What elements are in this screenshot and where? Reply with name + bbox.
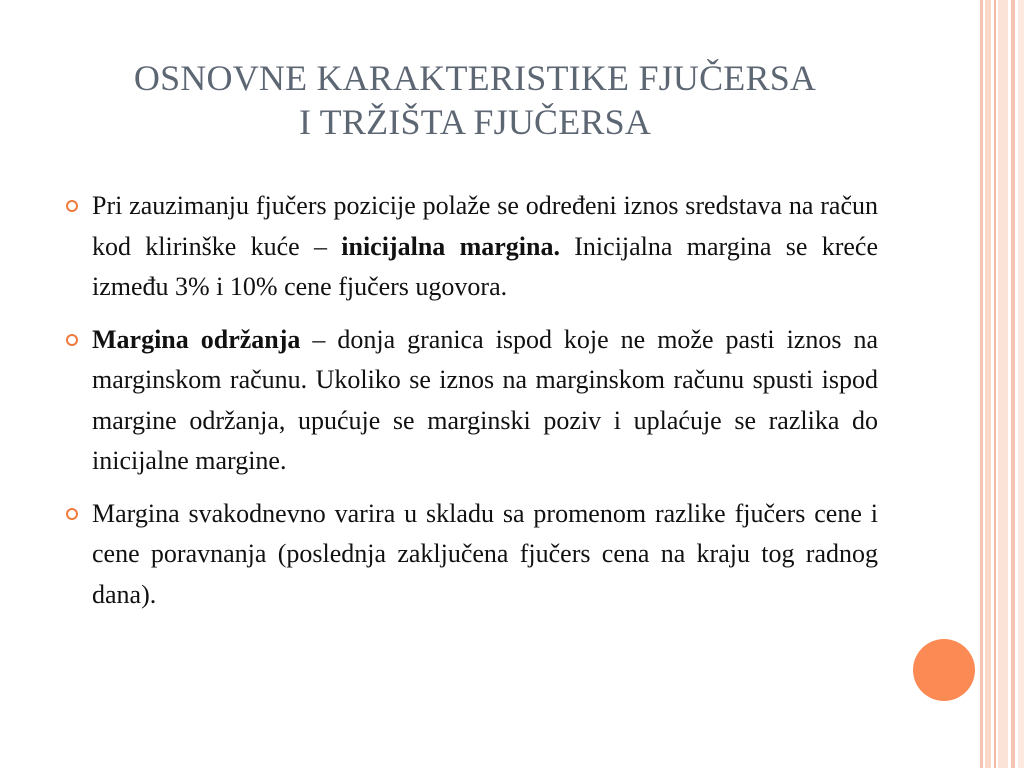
slide-title-line-1: OSNOVNE KARAKTERISTIKE FJUČERSA [133,58,817,98]
slide-title [40,56,910,144]
bullet-text: Inicijalna margina se kreće između 3% i 10% cene fjučers ugovora. [92,231,878,301]
bullet-circle-icon [66,508,78,520]
decorative-stripe [1011,0,1015,768]
bullet-circle-icon [66,200,78,212]
bullet-item-daily-variation [66,494,878,616]
bullet-bold-term: inicijalna margina. [341,231,560,261]
bullet-text: – donja granica ispod koje ne može pasti iznos na marginskom računu. Ukoliko se iznos na marginskom računu spusti ispod margine održanja, upućuje se marginski poziv i uplaćuje se razlika do inicijalne margine. [92,324,878,475]
slide-title-line-2: I TRŽIŠTA FJUČERSA [298,102,652,142]
bullet-text: Pri zauzimanju fjučers pozicije polaže se određeni iznos sredstava na račun kod klirinške kuće – [92,191,878,261]
decorative-circle-icon [913,639,975,701]
decorative-stripe [998,0,1008,768]
bullet-text: Margina svakodnevno varira u skladu sa promenom razlike fjučers cene i cene poravnanja (poslednja zaključena fjučers cena na kraju tog radnog dana). [92,498,878,609]
bullet-list [66,186,878,627]
bullet-item-maintenance-margin [66,320,878,482]
bullet-circle-icon [66,334,78,346]
decorative-stripe [980,0,983,768]
decorative-stripe [1018,0,1024,768]
decorative-stripe [994,0,996,768]
bullet-item-initial-margin [66,186,878,308]
bullet-bold-term: Margina održanja [92,324,301,354]
decorative-stripe [985,0,991,768]
